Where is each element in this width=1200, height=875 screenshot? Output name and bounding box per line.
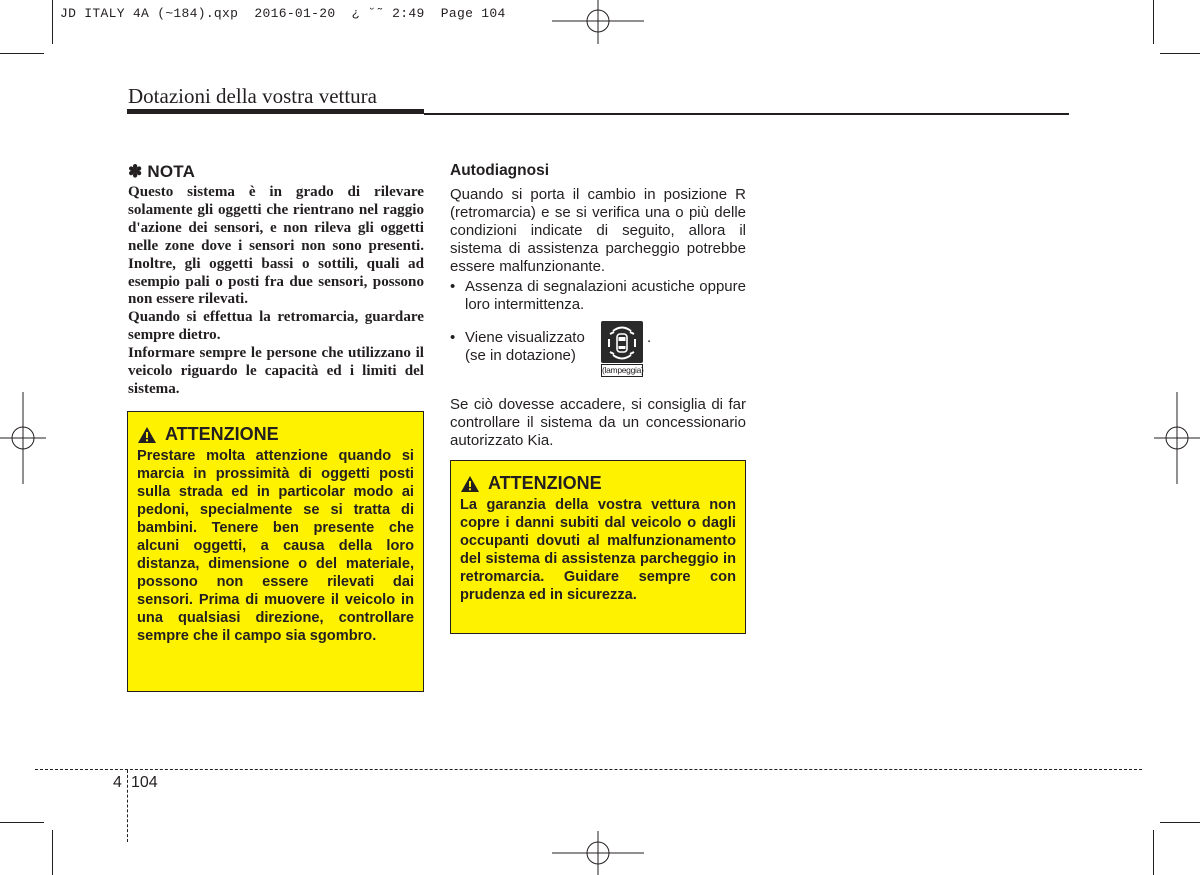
warning-title: ATTENZIONE — [488, 473, 602, 493]
list-item — [450, 278, 746, 314]
page-chapter-number: 4 — [113, 774, 122, 791]
crop-mark — [0, 53, 44, 54]
crop-mark — [1153, 0, 1154, 44]
registration-mark-left — [0, 392, 46, 484]
bullet-dot: • — [450, 278, 456, 295]
crop-mark — [1160, 53, 1200, 54]
nota-body — [128, 184, 424, 399]
autodiagnosi-intro: Quando si porta il cambio in posizione R (retromarcia) e se si verifica una o più delle condizioni indicate di seguito, allora il sistema di assistenza parcheggio potrebbe essere malfunzionante. — [450, 186, 746, 275]
warning-triangle-icon — [137, 426, 157, 444]
header-rule-thin — [424, 113, 1069, 115]
registration-mark-right — [1154, 392, 1200, 484]
warning-text: La garanzia della vostra vettura non copre i danni subiti dal veicolo o dagli occupanti dovuti al malfunzionamento del sistema di assistenza parcheggio in retromarcia. Guidare sempre con prudenza ed in sicurezza. — [460, 497, 736, 603]
warning-header — [137, 424, 414, 445]
warning-box-right — [450, 460, 746, 634]
warning-title: ATTENZIONE — [165, 424, 279, 444]
warning-text: Prestare molta attenzione quando si marcia in prossimità di oggetti posti sulla strada ed in particolar modo ai pedoni, specialmente se si tratta di bambini. Tenere ben presente che alcuni oggetti, a causa della loro distanza, dimensione o del materiale, possono non essere rilevati dai sensori. Prima di muovere il veicolo in una qualsiasi direzione, controllare sempre che il campo sia sgombro. — [137, 448, 414, 644]
registration-mark-top — [552, 0, 644, 44]
warning-box-left — [127, 411, 424, 692]
nota-paragraph: Questo sistema è in grado di rilevare solamente gli oggetti che rientrano nel raggio d'azione dei sensori, e non rileva gli oggetti nelle zone dove i sensori non sono presenti. Inoltre, gli oggetti bassi o sottili, quali ad esempio pali o posti fra due sensori, possono non essere rilevati. — [128, 184, 424, 308]
list-item-text: (se in dotazione) — [465, 347, 576, 364]
list-item-text: Assenza di segnalazioni acustiche oppure loro intermittenza. — [465, 278, 746, 313]
nota-paragraph: Quando si effettua la retromarcia, guardare sempre dietro. — [128, 309, 424, 344]
warning-triangle-icon — [460, 475, 480, 493]
autodiagnosi-followup: Se ciò dovesse accadere, si consiglia di far controllare il sistema da un concessionario autorizzato Kia. — [450, 396, 746, 449]
footer-divider — [127, 770, 128, 842]
crop-mark — [52, 830, 53, 875]
header-rule-thick — [127, 109, 424, 114]
crop-mark — [52, 0, 53, 44]
registration-mark-bottom — [552, 831, 644, 875]
nota-title: ✽ NOTA — [128, 162, 196, 181]
list-item — [450, 329, 746, 365]
crop-mark — [1160, 822, 1200, 823]
bullet-dot: • — [450, 329, 456, 346]
list-item-suffix: . — [647, 329, 652, 346]
warning-header — [460, 473, 736, 494]
autodiagnosi-title: Autodiagnosi — [450, 162, 550, 179]
nota-paragraph: Informare sempre le persone che utilizzano il veicolo riguardo le capacità ed i limiti del sistema. — [128, 345, 424, 397]
section-title: Dotazioni della vostra vettura — [128, 84, 377, 108]
list-item-text: Viene visualizzato — [465, 329, 585, 346]
print-slug: JD ITALY 4A (~184).qxp 2016-01-20 ¿ ˘˜ 2:49 Page 104 — [60, 6, 506, 21]
parking-sensor-warning-icon — [601, 321, 643, 363]
indicator-caption: (lampeggia) — [602, 365, 644, 375]
crop-mark — [1153, 830, 1154, 875]
page-number: 104 — [131, 774, 158, 791]
footer-rule — [35, 769, 1142, 770]
crop-mark — [0, 822, 44, 823]
